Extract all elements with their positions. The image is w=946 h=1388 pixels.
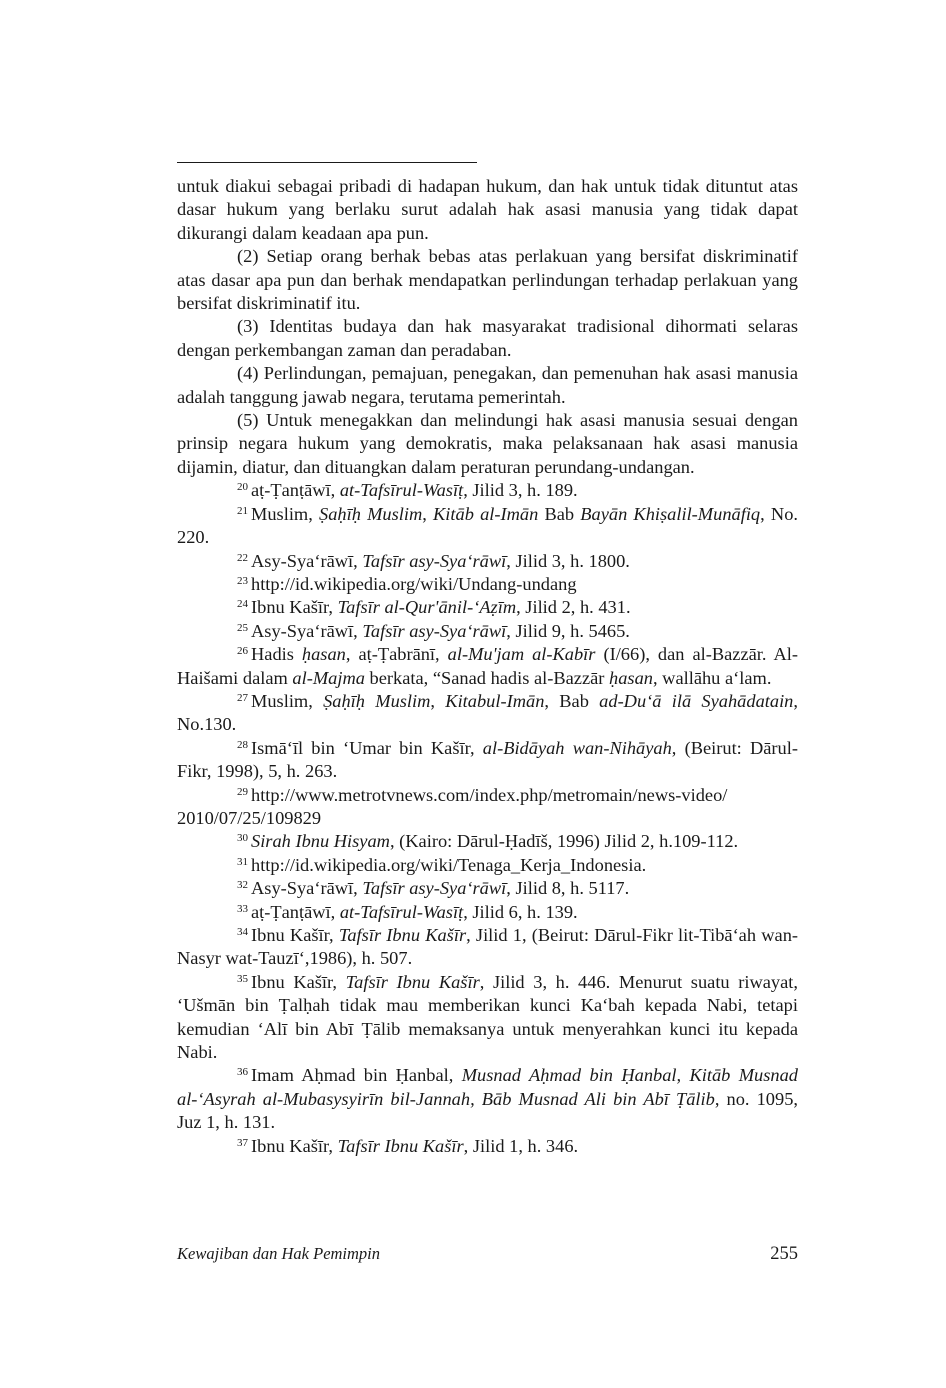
footnote-20 (177, 479, 798, 502)
footnote-italic-title: Tafsīr Ibnu Kašīr (345, 971, 480, 992)
continued-note-paragraph: untuk diakui sebagai pribadi di hadapan hukum, dan hak untuk tidak dituntut atas dasar hukum yang berlaku surut adalah hak asasi manusia yang tidak dapat dikurangi dalam keadaan apa pun. (177, 176, 798, 243)
footnote-number: 29 (237, 785, 248, 798)
footnote-italic-title: Tafsīr asy-Sya‘rāwī (362, 620, 507, 641)
footnote-22 (177, 550, 798, 573)
footnote-text: , Jilid 6, h. 139. (463, 901, 578, 922)
footnote-number: 34 (237, 926, 248, 938)
footnote-number: 24 (237, 598, 248, 611)
footnote-text: Ibnu Kašīr, (251, 925, 339, 945)
footnote-text: , Jilid 9, h. 5465. (506, 620, 630, 641)
footnote-italic-title: al-Bidāyah wan-Nihāyah (482, 737, 672, 758)
footnote-italic-title: Kitāb al-Imān (433, 503, 539, 524)
footnote-32 (177, 877, 798, 900)
footnote-26 (177, 643, 798, 690)
footnote-text: Imam Aḥmad bin Ḥanbal, (251, 1065, 462, 1086)
continued-note-paragraph: (4) Perlindungan, pemajuan, penegakan, dan pemenuhan hak asasi manusia adalah tanggung jawab negara, terutama pemerintah. (177, 363, 798, 407)
footnote-33 (177, 901, 798, 924)
footnote-number: 31 (237, 855, 248, 868)
footnote-italic-title: Kitabul-Imān (445, 690, 545, 711)
footnote-italic-title: al-Mu'jam al-Kabīr (447, 644, 596, 665)
footnote-number: 37 (237, 1136, 248, 1149)
footnote-text: Ibnu Kašīr, (251, 597, 338, 618)
footnote-number: 28 (237, 738, 248, 751)
footnote-number: 23 (237, 574, 248, 587)
footnote-italic-title: at-Tafsīrul-Wasīṭ (339, 901, 464, 922)
footnote-29 (177, 784, 798, 831)
running-title: Kewajiban dan Hak Pemimpin (177, 1244, 381, 1263)
footnote-text: , Jilid 3, h. 1800. (506, 550, 630, 571)
footnote-italic-title: ad-Du‘ā ilā Syahādatain (599, 690, 794, 711)
footnote-text: , (Kairo: Dārul-Ḥadīš, 1996) Jilid 2, h.109-112. (389, 831, 739, 852)
footnote-italic-title: Tafsīr asy-Sya‘rāwī (362, 550, 507, 571)
footnote-italic-title: ḥasan (609, 667, 653, 688)
footnote-text: http://www.metrotvnews.com/index.php/metromain/news-video/ 2010/07/25/109829 (177, 784, 728, 828)
footnote-italic-title: al-Majma (292, 667, 365, 688)
footnote-text: , Bab (544, 690, 600, 711)
footnote-text: , (422, 503, 434, 524)
footnote-text: berkata, “Sanad hadis al-Bazzār (364, 667, 610, 688)
footnote-number: 35 (237, 972, 248, 985)
footnote-text: , Jilid 1, h. 346. (463, 1135, 579, 1156)
footnote-number: 27 (237, 691, 248, 704)
footnote-text: Hadis (251, 644, 302, 665)
footnote-text: , Jilid 3, h. 189. (463, 480, 578, 501)
footnote-number: 32 (237, 879, 248, 892)
footnote-30 (177, 830, 798, 853)
footnote-text: , no. 1095, Juz 1, h. 131. (177, 1088, 798, 1133)
footnote-italic-title: Tafsīr Ibnu Kašīr (337, 1135, 464, 1156)
footnote-italic-title: Tafsīr Ibnu Kašīr (338, 925, 467, 945)
footnote-italic-title: Ṣaḥīḥ Muslim (319, 503, 423, 524)
footnote-number: 22 (237, 551, 248, 564)
footnote-italic-title: Musnad Aḥmad bin Ḥanbal, Kitāb Musnad al-‘Asyrah al-Mubasysyirīn bil-Jannah, Bāb Musnad Ali bin Abī Ṭālib (177, 1065, 798, 1109)
footnote-text: , No.130. (177, 690, 798, 735)
continued-note-paragraph: (2) Setiap orang berhak bebas atas perlakuan yang bersifat diskriminatif atas dasar apa pun dan berhak mendapatkan perlindungan terhadap perlakuan yang bersifat diskriminatif itu. (177, 246, 798, 314)
footnote-number: 30 (237, 832, 248, 845)
footnote-text: (I/66), dan al-Bazzār. Al-Haišami dalam (177, 644, 798, 688)
footnote-text: Ismā‘īl bin ‘Umar bin Kašīr, (251, 737, 483, 758)
footnote-text: , Jilid 2, h. 431. (516, 597, 631, 618)
footnote-31 (177, 854, 798, 877)
footnote-28 (177, 737, 798, 784)
footnote-21 (177, 503, 798, 550)
footnote-italic-title: Ṣaḥīḥ Muslim (323, 690, 431, 711)
footnote-number: 25 (237, 621, 248, 634)
footnote-text: , Jilid 1, (Beirut: Dārul-Fikr lit-Tibā‘ah wan-Nasyr wat-Tauzī‘,1986), h. 507. (177, 925, 799, 969)
footnote-text: aṭ-Ṭanṭāwī, (251, 480, 340, 501)
footnote-37 (177, 1135, 798, 1158)
footnote-text: aṭ-Ṭanṭāwī, (251, 901, 340, 922)
footnote-area (177, 175, 798, 1158)
footnote-text: Ibnu Kašīr, (251, 971, 346, 992)
footnote-text: Asy-Sya‘rāwī, (251, 550, 363, 571)
continued-note-paragraph: (5) Untuk menegakkan dan melindungi hak asasi manusia sesuai dengan prinsip negara hukum yang demokratis, maka pelaksanaan hak asasi manusia dijamin, diatur, dan dituangkan dalam peraturan perundang-undangan. (177, 410, 798, 477)
footnote-number: 21 (237, 504, 248, 517)
footnote-number: 20 (237, 481, 248, 494)
page-footer (177, 1244, 798, 1270)
page-number: 255 (770, 1244, 798, 1264)
footnote-24 (177, 596, 798, 619)
footnote-text: Bab (538, 503, 581, 524)
footnote-italic-title: at-Tafsīrul-Wasīṭ (339, 480, 464, 501)
footnote-italic-title: Tafsīr al-Qur'ānil-‘Aẓīm (337, 597, 517, 618)
footnote-text: Asy-Sya‘rāwī, (251, 878, 363, 899)
footnote-separator-rule (177, 162, 477, 163)
footnote-text: Muslim, (251, 690, 324, 711)
footnote-text: Muslim, (251, 503, 319, 524)
footnote-23 (177, 573, 798, 596)
footnote-34 (177, 924, 798, 971)
footnote-italic-title: Sirah Ibnu Hisyam (251, 831, 390, 852)
footnote-27 (177, 690, 798, 737)
footnote-italic-title: Bayān Khiṣalil-Munāfiq (580, 503, 761, 524)
footnote-text: , No. 220. (177, 503, 798, 548)
footnote-list (177, 479, 798, 1158)
footnote-number: 36 (237, 1066, 248, 1079)
footnote-text: http://id.wikipedia.org/wiki/Undang-undang (251, 573, 577, 594)
footnote-35 (177, 971, 798, 1065)
footnote-25 (177, 620, 798, 643)
footnote-number: 26 (237, 645, 248, 658)
continued-note-paragraph: (3) Identitas budaya dan hak masyarakat tradisional dihormati selaras dengan perkembangan zaman dan peradaban. (177, 316, 798, 360)
footnote-36 (177, 1064, 798, 1134)
footnote-text: Ibnu Kašīr, (251, 1135, 338, 1156)
footnote-text: http://id.wikipedia.org/wiki/Tenaga_Kerja_Indonesia. (251, 854, 647, 875)
footnote-text: , Jilid 3, h. 446. Menurut suatu riwayat, ‘Ušmān bin Ṭalḥah tidak mau memberikan kunci Ka‘bah kepada Nabi, tetapi kemudian ‘Alī bin Abī Ṭālib memaksanya untuk menyerahkan kunci itu kepada Nabi. (177, 971, 798, 1063)
footnote-text: Asy-Sya‘rāwī, (251, 620, 363, 641)
footnote-italic-title: Tafsīr asy-Sya‘rāwī (362, 878, 507, 899)
footnote-text: , Jilid 8, h. 5117. (506, 878, 630, 899)
footnote-text: , (430, 690, 446, 711)
footnote-text: , wallāhu a‘lam. (652, 667, 772, 688)
footnote-text: , (Beirut: Dārul-Fikr, 1998), 5, h. 263. (177, 737, 798, 782)
footnote-italic-title: ḥasan (301, 644, 346, 665)
footnote-text: , aṭ-Ṭabrānī, (345, 644, 448, 665)
footnote-number: 33 (237, 902, 248, 915)
